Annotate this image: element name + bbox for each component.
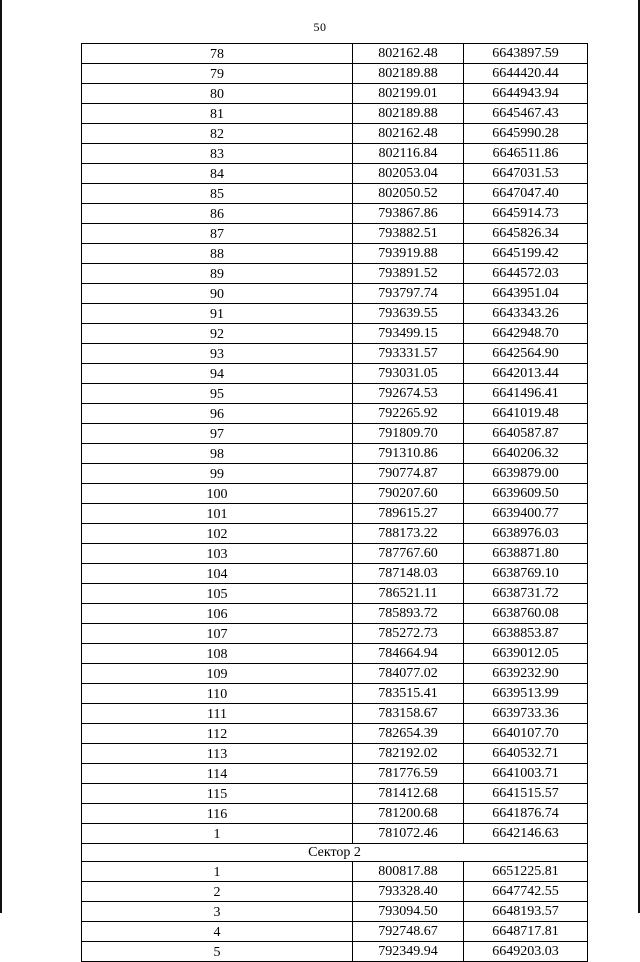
table-row (82, 284, 588, 304)
table-row (82, 882, 588, 902)
x-coordinate-cell: 792265.92 (353, 404, 464, 424)
y-coordinate-cell: 6645199.42 (464, 244, 588, 264)
x-coordinate-cell: 785893.72 (353, 604, 464, 624)
y-coordinate-cell: 6641876.74 (464, 804, 588, 824)
y-coordinate-cell: 6638760.08 (464, 604, 588, 624)
point-number-cell: 79 (82, 64, 353, 84)
table-row (82, 564, 588, 584)
y-coordinate-cell: 6639400.77 (464, 504, 588, 524)
table-row (82, 404, 588, 424)
x-coordinate-cell: 783158.67 (353, 704, 464, 724)
point-number-cell: 2 (82, 882, 353, 902)
table-row (82, 264, 588, 284)
table-row (82, 304, 588, 324)
page-left-edge (0, 0, 2, 913)
y-coordinate-cell: 6648717.81 (464, 922, 588, 942)
x-coordinate-cell: 793867.86 (353, 204, 464, 224)
table-row (82, 144, 588, 164)
table-row (82, 704, 588, 724)
point-number-cell: 95 (82, 384, 353, 404)
x-coordinate-cell: 793882.51 (353, 224, 464, 244)
table-row (82, 524, 588, 544)
table-row (82, 384, 588, 404)
y-coordinate-cell: 6649203.03 (464, 942, 588, 962)
point-number-cell: 97 (82, 424, 353, 444)
point-number-cell: 107 (82, 624, 353, 644)
point-number-cell: 92 (82, 324, 353, 344)
table-row (82, 504, 588, 524)
x-coordinate-cell: 800817.88 (353, 862, 464, 882)
x-coordinate-cell: 792748.67 (353, 922, 464, 942)
point-number-cell: 85 (82, 184, 353, 204)
table-row (82, 184, 588, 204)
table-row (82, 464, 588, 484)
point-number-cell: 108 (82, 644, 353, 664)
point-number-cell: 89 (82, 264, 353, 284)
x-coordinate-cell: 792349.94 (353, 942, 464, 962)
x-coordinate-cell: 793328.40 (353, 882, 464, 902)
table-row (82, 224, 588, 244)
x-coordinate-cell: 781776.59 (353, 764, 464, 784)
point-number-cell: 112 (82, 724, 353, 744)
y-coordinate-cell: 6645990.28 (464, 124, 588, 144)
point-number-cell: 93 (82, 344, 353, 364)
table-row (82, 784, 588, 804)
y-coordinate-cell: 6639513.99 (464, 684, 588, 704)
x-coordinate-cell: 790774.87 (353, 464, 464, 484)
point-number-cell: 5 (82, 942, 353, 962)
x-coordinate-cell: 802053.04 (353, 164, 464, 184)
y-coordinate-cell: 6639232.90 (464, 664, 588, 684)
y-coordinate-cell: 6646511.86 (464, 144, 588, 164)
y-coordinate-cell: 6640587.87 (464, 424, 588, 444)
y-coordinate-cell: 6639609.50 (464, 484, 588, 504)
table-row (82, 824, 588, 844)
table-row (82, 124, 588, 144)
y-coordinate-cell: 6645914.73 (464, 204, 588, 224)
y-coordinate-cell: 6640206.32 (464, 444, 588, 464)
x-coordinate-cell: 793891.52 (353, 264, 464, 284)
table-row (82, 324, 588, 344)
y-coordinate-cell: 6638769.10 (464, 564, 588, 584)
point-number-cell: 114 (82, 764, 353, 784)
x-coordinate-cell: 789615.27 (353, 504, 464, 524)
section-heading: Сектор 2 (82, 844, 588, 862)
point-number-cell: 3 (82, 902, 353, 922)
table-row (82, 444, 588, 464)
x-coordinate-cell: 793031.05 (353, 364, 464, 384)
point-number-cell: 1 (82, 824, 353, 844)
y-coordinate-cell: 6639733.36 (464, 704, 588, 724)
table-row (82, 664, 588, 684)
table-row (82, 902, 588, 922)
y-coordinate-cell: 6639879.00 (464, 464, 588, 484)
point-number-cell: 116 (82, 804, 353, 824)
point-number-cell: 100 (82, 484, 353, 504)
point-number-cell: 111 (82, 704, 353, 724)
y-coordinate-cell: 6645826.34 (464, 224, 588, 244)
point-number-cell: 110 (82, 684, 353, 704)
point-number-cell: 94 (82, 364, 353, 384)
y-coordinate-cell: 6642564.90 (464, 344, 588, 364)
x-coordinate-cell: 802116.84 (353, 144, 464, 164)
table-row (82, 584, 588, 604)
table-row (82, 604, 588, 624)
table-row (82, 804, 588, 824)
y-coordinate-cell: 6641496.41 (464, 384, 588, 404)
point-number-cell: 78 (82, 44, 353, 64)
table-row (82, 104, 588, 124)
table-row (82, 344, 588, 364)
y-coordinate-cell: 6642948.70 (464, 324, 588, 344)
x-coordinate-cell: 781072.46 (353, 824, 464, 844)
y-coordinate-cell: 6643951.04 (464, 284, 588, 304)
table-row (82, 484, 588, 504)
x-coordinate-cell: 788173.22 (353, 524, 464, 544)
point-number-cell: 101 (82, 504, 353, 524)
table-row (82, 164, 588, 184)
table-row (82, 44, 588, 64)
x-coordinate-cell: 787148.03 (353, 564, 464, 584)
point-number-cell: 115 (82, 784, 353, 804)
x-coordinate-cell: 792674.53 (353, 384, 464, 404)
x-coordinate-cell: 783515.41 (353, 684, 464, 704)
y-coordinate-cell: 6647031.53 (464, 164, 588, 184)
table-row (82, 942, 588, 962)
x-coordinate-cell: 782192.02 (353, 744, 464, 764)
x-coordinate-cell: 781200.68 (353, 804, 464, 824)
x-coordinate-cell: 790207.60 (353, 484, 464, 504)
table-row (82, 364, 588, 384)
table-row (82, 764, 588, 784)
point-number-cell: 113 (82, 744, 353, 764)
point-number-cell: 87 (82, 224, 353, 244)
x-coordinate-cell: 793919.88 (353, 244, 464, 264)
y-coordinate-cell: 6647047.40 (464, 184, 588, 204)
point-number-cell: 4 (82, 922, 353, 942)
coordinates-table (81, 43, 588, 962)
point-number-cell: 83 (82, 144, 353, 164)
point-number-cell: 104 (82, 564, 353, 584)
page-number: 50 (313, 20, 327, 34)
point-number-cell: 81 (82, 104, 353, 124)
point-number-cell: 82 (82, 124, 353, 144)
x-coordinate-cell: 793499.15 (353, 324, 464, 344)
section-heading-row (82, 844, 588, 862)
y-coordinate-cell: 6645467.43 (464, 104, 588, 124)
y-coordinate-cell: 6638853.87 (464, 624, 588, 644)
point-number-cell: 86 (82, 204, 353, 224)
table-row (82, 204, 588, 224)
point-number-cell: 105 (82, 584, 353, 604)
point-number-cell: 98 (82, 444, 353, 464)
table-row (82, 744, 588, 764)
y-coordinate-cell: 6647742.55 (464, 882, 588, 902)
x-coordinate-cell: 786521.11 (353, 584, 464, 604)
point-number-cell: 80 (82, 84, 353, 104)
point-number-cell: 88 (82, 244, 353, 264)
x-coordinate-cell: 802189.88 (353, 104, 464, 124)
point-number-cell: 84 (82, 164, 353, 184)
y-coordinate-cell: 6642013.44 (464, 364, 588, 384)
x-coordinate-cell: 802162.48 (353, 44, 464, 64)
y-coordinate-cell: 6644943.94 (464, 84, 588, 104)
y-coordinate-cell: 6644420.44 (464, 64, 588, 84)
point-number-cell: 109 (82, 664, 353, 684)
y-coordinate-cell: 6642146.63 (464, 824, 588, 844)
point-number-cell: 90 (82, 284, 353, 304)
y-coordinate-cell: 6638871.80 (464, 544, 588, 564)
table-row (82, 244, 588, 264)
table-row (82, 684, 588, 704)
y-coordinate-cell: 6648193.57 (464, 902, 588, 922)
x-coordinate-cell: 785272.73 (353, 624, 464, 644)
y-coordinate-cell: 6644572.03 (464, 264, 588, 284)
x-coordinate-cell: 802189.88 (353, 64, 464, 84)
x-coordinate-cell: 791310.86 (353, 444, 464, 464)
point-number-cell: 103 (82, 544, 353, 564)
y-coordinate-cell: 6640107.70 (464, 724, 588, 744)
table-row (82, 624, 588, 644)
x-coordinate-cell: 784077.02 (353, 664, 464, 684)
table-row (82, 544, 588, 564)
table-row (82, 644, 588, 664)
point-number-cell: 96 (82, 404, 353, 424)
point-number-cell: 102 (82, 524, 353, 544)
point-number-cell: 1 (82, 862, 353, 882)
y-coordinate-cell: 6651225.81 (464, 862, 588, 882)
y-coordinate-cell: 6638976.03 (464, 524, 588, 544)
x-coordinate-cell: 782654.39 (353, 724, 464, 744)
coordinates-table-body (82, 44, 588, 962)
x-coordinate-cell: 791809.70 (353, 424, 464, 444)
x-coordinate-cell: 787767.60 (353, 544, 464, 564)
x-coordinate-cell: 781412.68 (353, 784, 464, 804)
table-row (82, 424, 588, 444)
table-row (82, 724, 588, 744)
x-coordinate-cell: 802162.48 (353, 124, 464, 144)
x-coordinate-cell: 802199.01 (353, 84, 464, 104)
y-coordinate-cell: 6640532.71 (464, 744, 588, 764)
y-coordinate-cell: 6641003.71 (464, 764, 588, 784)
point-number-cell: 91 (82, 304, 353, 324)
x-coordinate-cell: 793639.55 (353, 304, 464, 324)
table-row (82, 862, 588, 882)
x-coordinate-cell: 802050.52 (353, 184, 464, 204)
y-coordinate-cell: 6643897.59 (464, 44, 588, 64)
y-coordinate-cell: 6641019.48 (464, 404, 588, 424)
y-coordinate-cell: 6643343.26 (464, 304, 588, 324)
y-coordinate-cell: 6641515.57 (464, 784, 588, 804)
x-coordinate-cell: 793797.74 (353, 284, 464, 304)
x-coordinate-cell: 793094.50 (353, 902, 464, 922)
x-coordinate-cell: 784664.94 (353, 644, 464, 664)
x-coordinate-cell: 793331.57 (353, 344, 464, 364)
table-row (82, 84, 588, 104)
y-coordinate-cell: 6639012.05 (464, 644, 588, 664)
table-row (82, 64, 588, 84)
point-number-cell: 106 (82, 604, 353, 624)
point-number-cell: 99 (82, 464, 353, 484)
table-row (82, 922, 588, 942)
y-coordinate-cell: 6638731.72 (464, 584, 588, 604)
